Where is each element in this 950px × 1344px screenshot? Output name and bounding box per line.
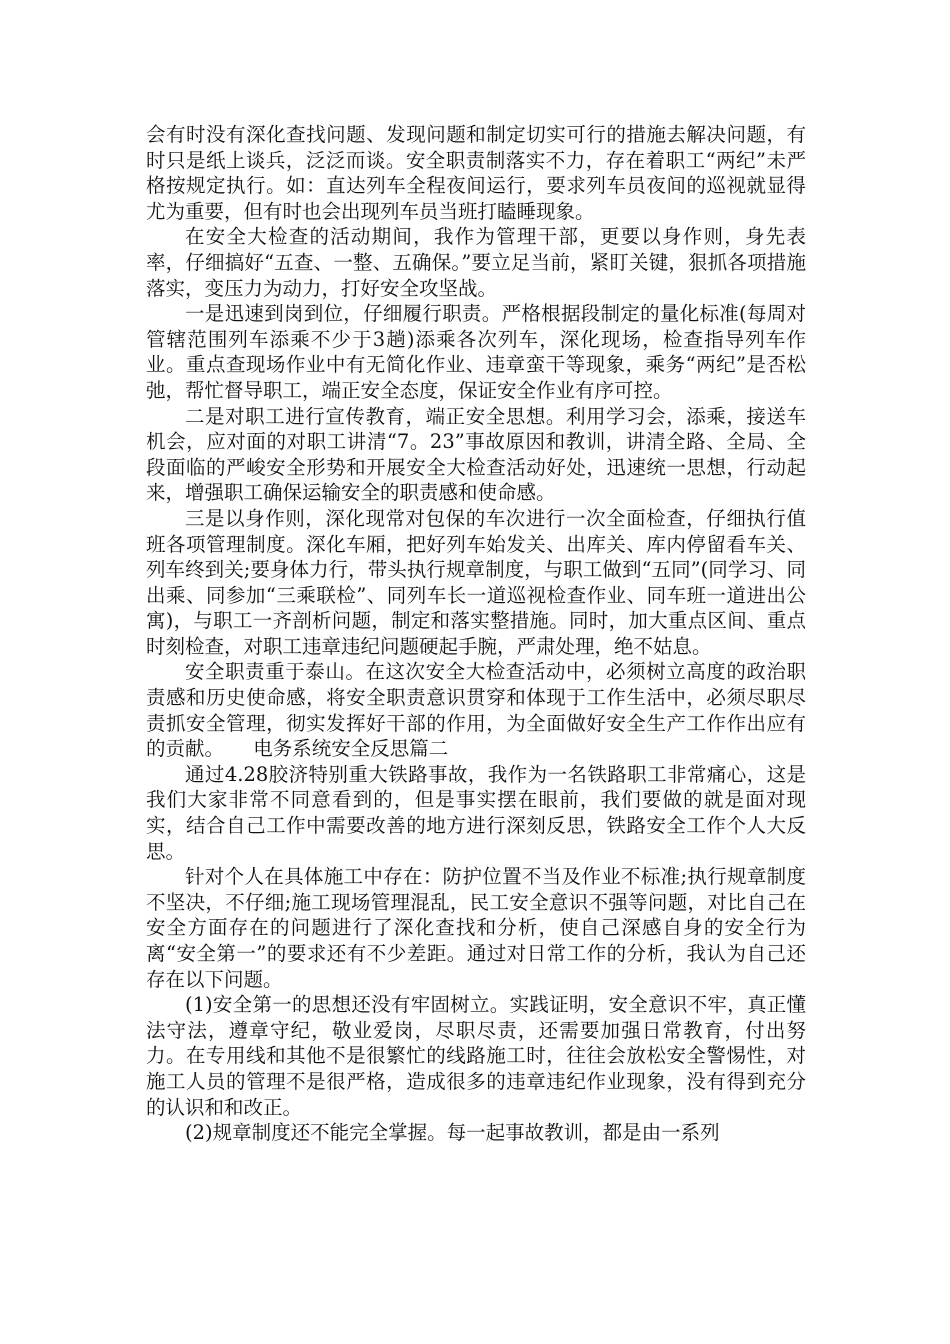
paragraph-point-three: 三是以身作则，深化现常对包保的车次进行一次全面检查，仔细执行值班各项管理制度。深化车厢，把好列车始发关、出库关、库内停留看车关、列车终到关;要身体力行，带头执行规章制度，与职工做到“五同”(同学习、同出乘、同参加“三乘联检”、同列车长一道巡视检查作业、同车班一道进出公寓)，与职工一齐剖析问题，制定和落实整措施。同时，加大重点区间、重点时刻检查，对职工违章违纪问题硬起手腕，严肃处理，绝不姑息。 — [146, 506, 806, 658]
paragraph-issue-one: (1)安全第一的思想还没有牢固树立。实践证明，安全意识不牢，真正懂法守法，遵章守纪，敬业爱岗，尽职尽责，还需要加强日常教育，付出努力。在专用线和其他不是很繁忙的线路施工时，往往会放松安全警惕性，对施工人员的管理不是很严格，造成很多的违章违纪作业现象，没有得到充分的认识和和改正。 — [146, 993, 806, 1119]
paragraph-issue-two: (2)规章制度还不能完全掌握。每一起事故教训，都是由一系列 — [185, 1121, 720, 1145]
paragraph-personal-issues: 针对个人在具体施工中存在：防护位置不当及作业不标准;执行规章制度不坚决，不仔细;施工现场管理混乱，民工安全意识不强等问题，对比自己在安全方面存在的问题进行了深化查找和分析，使自己深感自身的安全行为离“安全第一”的要求还有不少差距。通过对日常工作的分析，我认为自己还存在以下问题。 — [146, 865, 806, 991]
paragraph-inspection-period: 在安全大检查的活动期间，我作为管理干部，更要以身作则，身先表率，仔细搞好“五查、一整、五确保。”要立足当前，紧盯关键，狠抓各项措施落实，变压力为动力，打好安全攻坚战。 — [146, 225, 806, 300]
paragraph-continued: 会有时没有深化查找问题、发现问题和制定切实可行的措施去解决问题，有时只是纸上谈兵，泛泛而谈。安全职责制落实不力，存在着职工“两纪”未严格按规定执行。如：直达列车全程夜间运行，要求列车员夜间的巡视就显得尤为重要，但有时也会出现列车员当班打瞌睡现象。 — [146, 123, 806, 223]
document-body — [146, 122, 806, 1146]
paragraph-point-two: 二是对职工进行宣传教育，端正安全思想。利用学习会，添乘，接送车机会，应对面的对职工讲清“7。23”事故原因和教训，讲清全路、全局、全段面临的严峻安全形势和开展安全大检查活动好处，迅速统一思想，行动起来，增强职工确保运输安全的职责感和使命感。 — [146, 404, 806, 505]
paragraph-safety-duty: 安全职责重于泰山。在这次安全大检查活动中，必须树立高度的政治职责感和历史使命感，将安全职责意识贯穿和体现于工作生活中，必须尽职尽责抓安全管理，彻实发挥好干部的作用，为全面做好安全生产工作作出应有的贡献。 电务系统安全反思篇二 — [146, 660, 806, 761]
paragraph-accident-reflection: 通过4.28胶济特别重大铁路事故，我作为一名铁路职工非常痛心，这是我们大家非常不同意看到的，但是事实摆在眼前，我们要做的就是面对现实，结合自己工作中需要改善的地方进行深刻反思，铁路安全工作个人大反思。 — [146, 762, 806, 863]
paragraph-point-one: 一是迅速到岗到位，仔细履行职责。严格根据段制定的量化标准(每周对管辖范围列车添乘不少于3趟)添乘各次列车，深化现场，检查指导列车作业。重点查现场作业中有无简化作业、违章蛮干等现象，乘务“两纪”是否松弛，帮忙督导职工，端正安全态度，保证安全作业有序可控。 — [146, 302, 806, 402]
